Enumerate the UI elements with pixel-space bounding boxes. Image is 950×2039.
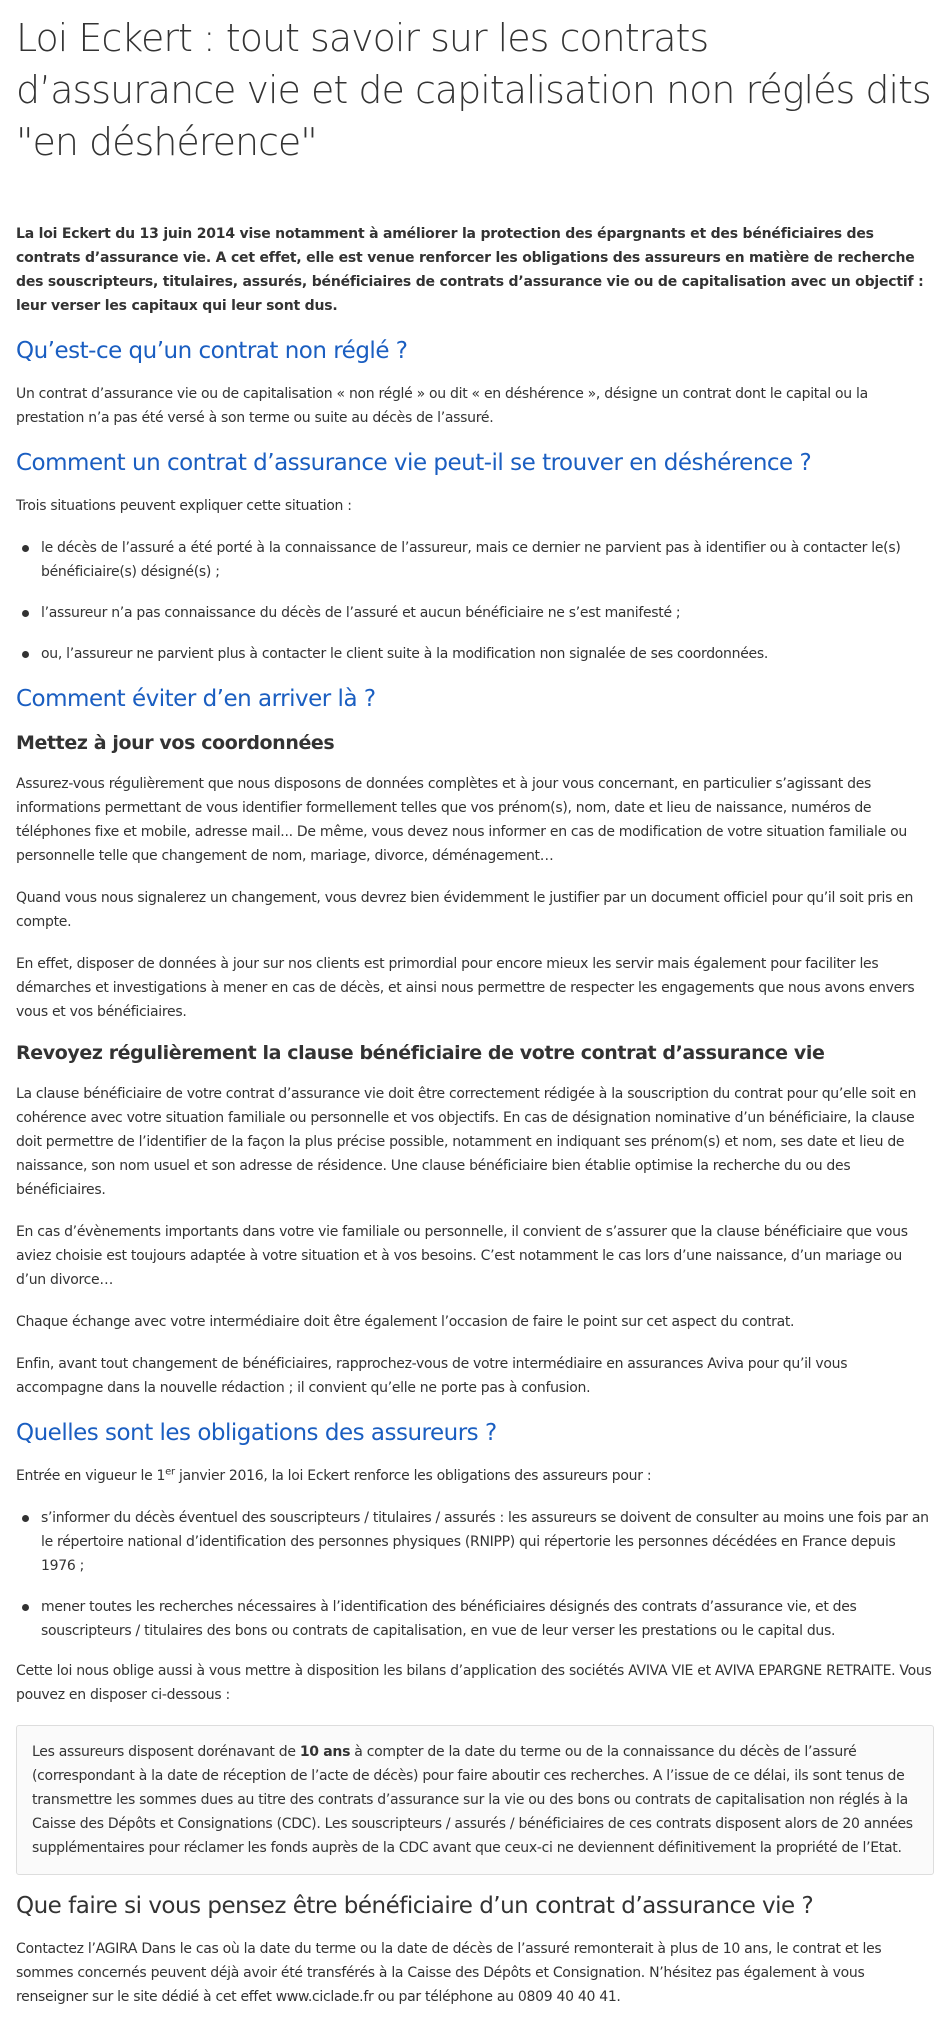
note-highlight: 10 ans [299, 1744, 351, 1760]
subsection-heading: Revoyez régulièrement la clause bénéficiaire de votre contrat d’assurance vie [16, 1042, 825, 1064]
paragraph: Contactez l’AGIRA Dans le cas où la date du terme ou la date de décès de l’assuré remonterait à plus de 10 ans, le contrat et les sommes concernés peuvent déjà avoir été transférés à la Caisse des Dépôts et Consignation. N’hésitez pas également à vous renseigner sur le site dédié à cet effet www.ciclade.fr ou par téléphone au 0809 40 40 41. [16, 1941, 882, 2005]
note-text-rest: à compter de la date du terme ou de la connaissance du décès de l’assuré (correspondant à la date de réception de l’acte de décès) pour faire aboutir ces recherches. A l’issue de ce délai, ils sont tenus de transmettre les sommes dues au titre des contrats d’assurance sur la vie ou des bons ou contrats de capitalisation non réglés à la Caisse des Dépôts et Consignations (CDC). Les souscripteurs / assurés / bénéficiaires de ces contrats disposent alors de 20 années supplémentaires pour réclamer les fonds auprès de la CDC avant que ceux-ci ne deviennent définitivement la propriété de l’Etat. [32, 1744, 913, 1856]
section-how-dormant [16, 448, 934, 666]
bullet-icon [22, 1515, 29, 1522]
list-item-text: le décès de l’assuré a été porté à la connaissance de l’assureur, mais ce dernier ne parvient pas à identifier ou à contacter le(s) bénéficiaire(s) désigné(s) ; [41, 540, 901, 580]
note-text-start: Les assureurs disposent dorénavant de [32, 1744, 300, 1760]
note-text [32, 1740, 918, 1860]
page-title: Loi Eckert : tout savoir sur les contrats d’assurance vie et de capitalisation non réglés dits "en déshérence" [16, 16, 931, 164]
section-beneficiary-what-to-do [16, 1891, 934, 2009]
section-heading: Que faire si vous pensez être bénéficiaire d’un contrat d’assurance vie ? [16, 1893, 814, 1919]
list-item-text: ou, l’assureur ne parvient plus à contacter le client suite à la modification non signalée de ses coordonnées. [41, 646, 768, 662]
paragraph: Assurez-vous régulièrement que nous disposons de données complètes et à jour vous concernant, en particulier s’agissant des informations permettant de vous identifier formellement telles que vos prénom(s), nom, date et lieu de naissance, numéros de téléphones fixe et mobile, adresse mail... De même, vous devez nous informer en cas de modification de votre situation familiale ou personnelle telle que changement de nom, mariage, divorce, déménagement… [16, 776, 907, 864]
list-item [41, 642, 934, 666]
section-what-is-unsettled-contract [16, 336, 934, 430]
subsection-heading: Mettez à jour vos coordonnées [16, 732, 335, 754]
intro-text-continued: janvier 2016, la loi Eckert renforce les obligations des assureurs pour : [174, 1468, 652, 1484]
paragraph: En effet, disposer de données à jour sur nos clients est primordial pour encore mieux les servir mais également pour faciliter les démarches et investigations à mener en cas de décès, et ainsi nous permettre de respecter les engagements que nous avons envers vous et vos bénéficiaires. [16, 956, 915, 1020]
list-item [41, 1506, 934, 1578]
section-heading: Comment un contrat d’assurance vie peut-il se trouver en déshérence ? [16, 450, 812, 476]
paragraph: Cette loi nous oblige aussi à vous mettre à disposition les bilans d’application des sociétés AVIVA VIE et AVIVA EPARGNE RETRAITE. Vous pouvez en disposer ci-dessous : [16, 1663, 932, 1703]
bullet-icon [22, 610, 29, 617]
list-item [41, 536, 934, 584]
intro-text: Entrée en vigueur le 1 [16, 1468, 166, 1484]
situations-list [16, 536, 934, 666]
paragraph: Quand vous nous signalerez un changement, vous devrez bien évidemment le justifier par un document officiel pour qu’il soit pris en compte. [16, 890, 914, 930]
section-heading: Qu’est-ce qu’un contrat non réglé ? [16, 338, 408, 364]
article [0, 12, 950, 2009]
lead-paragraph: La loi Eckert du 13 juin 2014 vise notamment à améliorer la protection des épargnants et des bénéficiaires des contrats d’assurance vie. A cet effet, elle est venue renforcer les obligations des assureurs en matière de recherche des souscripteurs, titulaires, assurés, bénéficiaires de contrats d’assurance vie ou de capitalisation avec un objectif : leur verser les capitaux qui leur sont dus. [16, 226, 924, 314]
list-item [41, 1595, 934, 1643]
info-note-box [16, 1725, 934, 1875]
list-item-text: mener toutes les recherches nécessaires à l’identification des bénéficiaires désignés des contrats d’assurance vie, et des souscripteurs / titulaires des bons ou contrats de capitalisation, en vue de leur verser les prestations ou le capital dus. [41, 1599, 857, 1639]
section-heading: Quelles sont les obligations des assureurs ? [16, 1420, 497, 1446]
list-item [41, 601, 934, 625]
section-how-to-avoid [16, 684, 934, 1400]
bullet-icon [22, 545, 29, 552]
paragraph: La clause bénéficiaire de votre contrat d’assurance vie doit être correctement rédigée à la souscription du contrat pour qu’elle soit en cohérence avec votre situation familiale ou personnelle et vos objectifs. En cas de désignation nominative d’un bénéficiaire, la clause doit permettre de l’identifier de la façon la plus précise possible, notamment en indiquant ses prénom(s) et nom, ses date et lieu de naissance, son nom usuel et son adresse de résidence. Une clause bénéficiaire bien établie optimise la recherche du ou des bénéficiaires. [16, 1086, 917, 1198]
list-item-text: l’assureur n’a pas connaissance du décès de l’assuré et aucun bénéficiaire ne s’est manifesté ; [41, 605, 681, 621]
bullet-icon [22, 1604, 29, 1611]
section-heading: Comment éviter d’en arriver là ? [16, 686, 376, 712]
paragraph: Chaque échange avec votre intermédiaire doit être également l’occasion de faire le point sur cet aspect du contrat. [16, 1314, 795, 1330]
ordinal-superscript: er [165, 1466, 175, 1478]
paragraph: Enfin, avant tout changement de bénéficiaires, rapprochez-vous de votre intermédiaire en assurances Aviva pour qu’il vous accompagne dans la nouvelle rédaction ; il convient qu’elle ne porte pas à confusion. [16, 1356, 848, 1396]
paragraph: Trois situations peuvent expliquer cette situation : [16, 498, 352, 514]
obligations-list [16, 1506, 934, 1643]
paragraph [16, 1464, 934, 1488]
bullet-icon [22, 651, 29, 658]
section-insurer-obligations [16, 1418, 934, 1875]
list-item-text: s’informer du décès éventuel des souscripteurs / titulaires / assurés : les assureurs se doivent de consulter au moins une fois par an le répertoire national d’identification des personnes physiques (RNIPP) qui répertorie les personnes décédées en France depuis 1976 ; [41, 1510, 929, 1574]
paragraph: Un contrat d’assurance vie ou de capitalisation « non réglé » ou dit « en déshérence », désigne un contrat dont le capital ou la prestation n’a pas été versé à son terme ou suite au décès de l’assuré. [16, 386, 868, 426]
paragraph: En cas d’évènements importants dans votre vie familiale ou personnelle, il convient de s’assurer que la clause bénéficiaire que vous aviez choisie est toujours adaptée à votre situation et à vos besoins. C’est notamment le cas lors d’une naissance, d’un mariage ou d’un divorce… [16, 1224, 908, 1288]
